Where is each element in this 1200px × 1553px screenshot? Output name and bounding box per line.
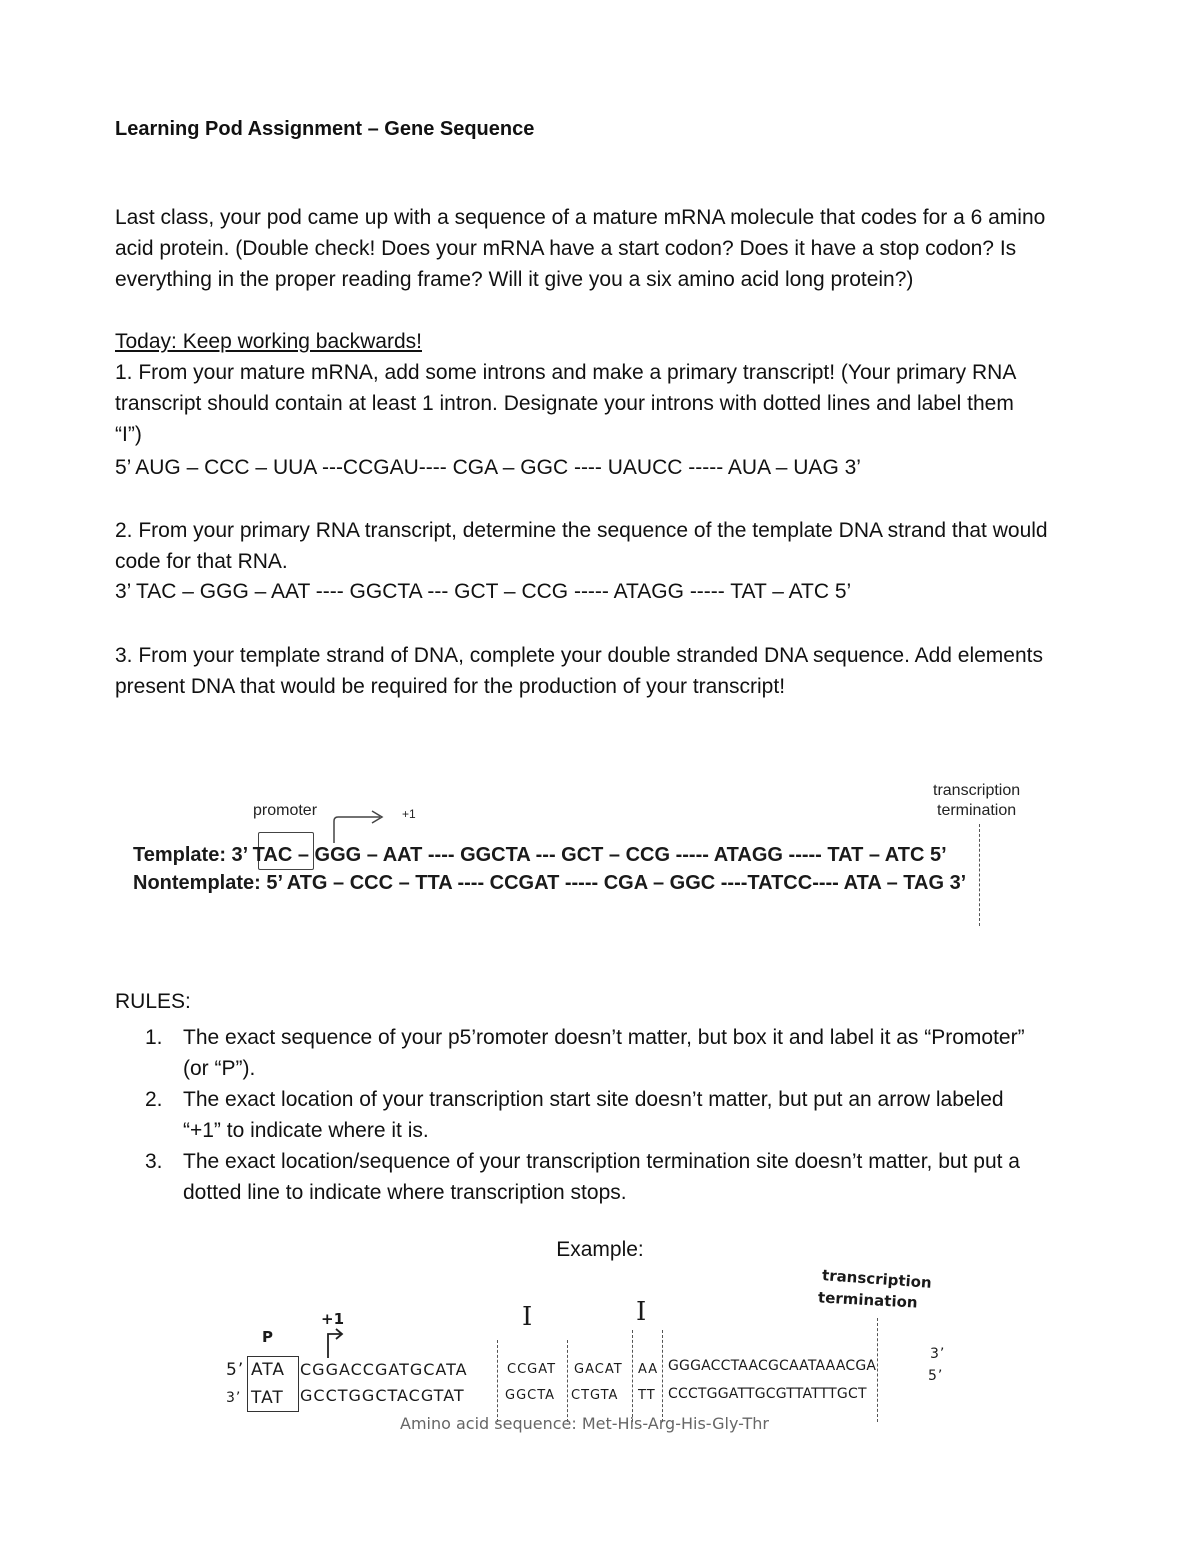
template-dna-sequence: 3’ TAC – GGG – AAT ---- GGCTA --- GCT – CCG ----- ATAGG ----- TAT – ATC 5’ [115, 580, 852, 603]
plus-one-label: +1 [402, 807, 416, 821]
plus-one-label: +1 [321, 1310, 345, 1328]
step3-line: 3. From your template strand of DNA, complete your double stranded DNA sequence. Add elements [115, 644, 1043, 667]
intron-label: I [636, 1297, 647, 1327]
rule-text: “+1” to indicate where it is. [183, 1119, 429, 1142]
promoter-label: promoter [253, 802, 318, 819]
rule-number: 2. [145, 1088, 163, 1111]
termination-dotted-line [877, 1318, 878, 1422]
start-arrow-icon [322, 1326, 348, 1360]
termination-label: termination [937, 802, 1017, 819]
intro-line: acid protein. (Double check! Does your mRNA have a start codon? Does it have a stop codon? Is [115, 237, 1017, 260]
top-exon-seq: CGGACCGATGCATA [300, 1360, 468, 1379]
top-intron-seq: AA [638, 1362, 659, 1377]
promoter-p-label: P [262, 1328, 273, 1346]
template-rest: – GGG – AAT ---- GGCTA --- GCT – CCG ----- ATAGG ----- TAT – ATC 5’ [292, 844, 947, 866]
primary-transcript-sequence: 5’ AUG – CCC – UUA ---CCGAU---- CGA – GGC ---- UAUCC ----- AUA – UAG 3’ [115, 456, 861, 479]
rule-text: The exact location of your transcription start site doesn’t matter, but put an arrow labeled [183, 1088, 1004, 1111]
bottom-exon-seq: CTGTA [571, 1388, 619, 1403]
step2-line: code for that RNA. [115, 550, 288, 573]
rule-number: 3. [145, 1150, 163, 1173]
bottom-intron-seq: TT [638, 1388, 656, 1403]
termination-label: transcription [933, 782, 1021, 799]
start-arrow-icon [328, 805, 388, 845]
bottom-promoter-seq: TAT [251, 1388, 284, 1408]
rule-text: (or “P”). [183, 1057, 256, 1080]
bottom-intron-seq: GGCTA [505, 1388, 556, 1403]
rules-title: RULES: [115, 990, 191, 1013]
top-strand-3-label: 3’ [930, 1346, 946, 1362]
step1-line: 1. From your mature mRNA, add some introns and make a primary transcript! (Your primary RNA [115, 361, 1017, 384]
intron-boundary-line [497, 1340, 498, 1422]
bottom-strand-3-label: 3’ [226, 1390, 242, 1406]
step2-line: 2. From your primary RNA transcript, determine the sequence of the template DNA strand that would [115, 519, 1048, 542]
top-strand-5-label: 5’ [226, 1360, 245, 1380]
bottom-exon-seq: CCCTGGATTGCGTTATTTGCT [668, 1386, 867, 1402]
intron-label: I [522, 1302, 533, 1332]
page-title: Learning Pod Assignment – Gene Sequence [115, 118, 535, 140]
step3-line: present DNA that would be required for the production of your transcript! [115, 675, 786, 698]
rule-text: The exact location/sequence of your transcription termination site doesn’t matter, but put a [183, 1150, 1020, 1173]
rule-text: The exact sequence of your p5’romoter doesn’t matter, but box it and label it as “Promoter” [183, 1026, 1025, 1049]
bottom-exon-seq: GCCTGGCTACGTAT [300, 1386, 465, 1405]
promoter-sequence: TAC [252, 844, 293, 866]
step1-line: transcript should contain at least 1 intron. Designate your introns with dotted lines and label them [115, 392, 1014, 415]
intro-line: Last class, your pod came up with a sequence of a mature mRNA molecule that codes for a 6 amino [115, 206, 1046, 229]
intron-boundary-line [567, 1340, 568, 1422]
intron-boundary-line [662, 1330, 663, 1422]
example-label: Example: [556, 1238, 644, 1261]
intro-line: everything in the proper reading frame? Will it give you a six amino acid long protein?) [115, 268, 914, 291]
top-intron-seq: CCGAT [507, 1362, 557, 1377]
rule-number: 1. [145, 1026, 163, 1049]
intron-boundary-line [632, 1330, 633, 1422]
nontemplate-strand: Nontemplate: 5’ ATG – CCC – TTA ---- CCGAT ----- CGA – GGC ----TATCC---- ATA – TAG 3’ [133, 872, 967, 894]
template-strand [133, 844, 947, 867]
termination-dotted-line [979, 824, 980, 926]
termination-label: termination [817, 1288, 919, 1312]
rule-text: dotted line to indicate where transcription stops. [183, 1181, 627, 1204]
top-exon-seq: GGGACCTAACGCAATAAACGA [668, 1358, 877, 1374]
termination-label: transcription [821, 1266, 933, 1292]
bottom-strand-5-label: 5’ [928, 1368, 944, 1384]
today-heading: Today: Keep working backwards! [115, 330, 422, 353]
amino-acid-sequence: Amino acid sequence: Met-His-Arg-His-Gly-Thr [400, 1414, 769, 1433]
step1-line: “I”) [115, 423, 142, 446]
top-promoter-seq: ATA [251, 1360, 286, 1380]
top-exon-seq: GACAT [574, 1362, 623, 1377]
template-prefix: Template: 3’ [133, 844, 253, 866]
